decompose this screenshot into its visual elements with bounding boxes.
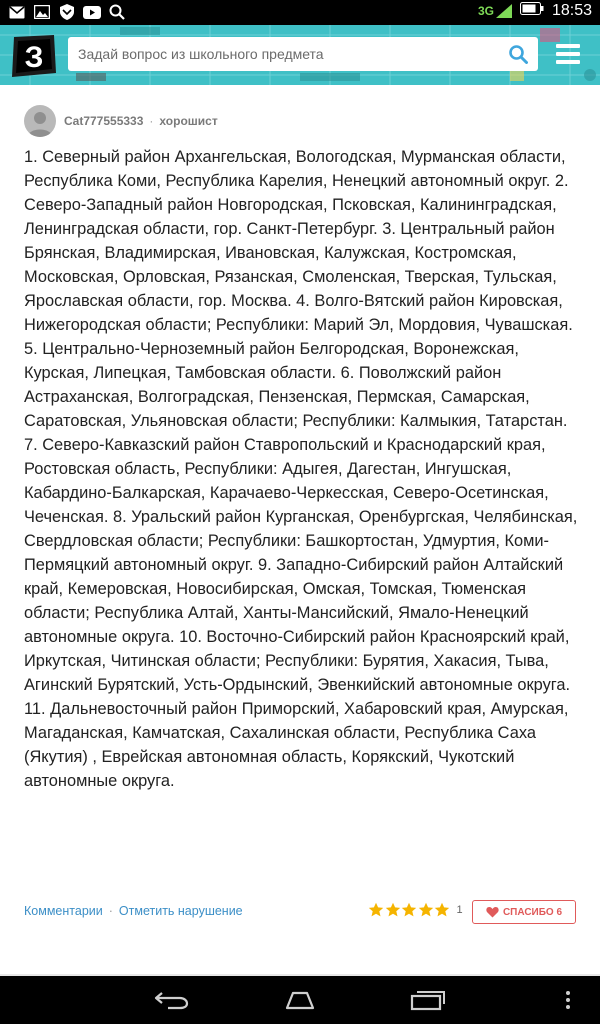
navigation-bar [0, 976, 600, 1024]
heart-icon [486, 906, 499, 918]
signal-icon [496, 4, 512, 18]
avatar[interactable] [24, 105, 56, 137]
recent-apps-button[interactable] [408, 988, 448, 1012]
links-separator: · [108, 904, 113, 918]
comments-link[interactable]: Комментарии [24, 904, 103, 918]
user-icon [24, 105, 56, 137]
clock: 18:53 [551, 2, 592, 19]
status-bar [0, 0, 600, 25]
back-icon [154, 990, 190, 1010]
youtube-icon [83, 3, 101, 21]
svg-text:З: З [24, 41, 44, 74]
thanks-label: СПАСИБО 6 [502, 906, 563, 918]
more-vert-icon [565, 990, 571, 1010]
menu-icon[interactable] [556, 43, 580, 65]
answer-actions [24, 904, 243, 918]
star-icon[interactable] [401, 902, 417, 918]
thanks-button[interactable] [472, 900, 576, 924]
recent-apps-icon [409, 989, 447, 1011]
search-box[interactable] [68, 37, 538, 71]
home-button[interactable] [280, 988, 320, 1012]
star-icon[interactable] [418, 902, 434, 918]
back-button[interactable] [152, 988, 192, 1012]
overflow-menu-button[interactable] [556, 988, 580, 1012]
app-header [0, 25, 600, 85]
network-indicator: 3G [478, 4, 512, 18]
search-input[interactable] [78, 37, 498, 71]
star-icon[interactable] [385, 902, 401, 918]
report-link[interactable]: Отметить нарушение [118, 904, 243, 918]
rating[interactable] [368, 902, 463, 918]
answer-author [24, 104, 218, 138]
search-icon [108, 3, 126, 21]
rating-count: 1 [456, 904, 463, 916]
brainly-logo[interactable] [10, 33, 58, 79]
answer-text: 1. Северный район Архангельская, Вологодская, Мурманская области, Республика Коми, Республика Карелия, Ненецкий автономный округ. 2. Северо-Западный район Новгородская, Псковская, Калининградская, Ленинградская области, гор. Санкт-Петербург. 3. Центральный район Брянская, Владимирская, Ивановская, Калужская, Костромская, Московская, Орловская, Рязанская, Смоленская, Тверская, Тульская, Ярославская области, гор. Москва. 4. Волго-Вятский район Кировская, Нижегородская области; Республики: Марий Эл, Мордовия, Чувашская. 5. Центрально-Черноземный район Белгородская, Воронежская, Курская, Липецкая, Тамбовская области. 6. Поволжский район Астраханская, Волгоградская, Пензенская, Пермская, Самарская, Саратовская, Ульяновская области; Республики: Калмыкия, Татарстан. 7. Северо-Кавказский район Ставропольский и Краснодарский края, Ростовская область, Республики: Адыгея, Дагестан, Ингушская, Кабардино-Балкарская, Карачаево-Черкесская, Северо-Осетинская, Чеченская. 8. Уральский район Курганская, Оренбургская, Челябинская, Свердловская области; Республики: Башкортостан, Удмуртия, Коми-Пермяцкий автономный округ. 9. Западно-Сибирский район Алтайский край, Кемеровская, Новосибирская, Омская, Томская, Тюменская области; Республика Алтай, Ханты-Мансийский, Ямало-Ненецкий автономные округа. 10. Восточно-Сибирский район Красноярский край, Иркутская, Читинская области; Республики: Бурятия, Хакасия, Тыва, Агинский Бурятский, Усть-Ордынский, Эвенкийский автономные округа. 11. Дальневосточный район Приморский, Хабаровский края, Амурская, Магаданская, Камчатская, Сахалинская области, Республика Саха (Якутия) , Еврейская автономная область, Корякский, Чукотский автономные округа. [24, 148, 578, 790]
star-icon[interactable] [368, 902, 384, 918]
image-icon [33, 3, 51, 21]
author-separator: · [149, 114, 154, 128]
author-rank: хорошист [159, 114, 218, 128]
search-icon[interactable] [508, 44, 528, 64]
battery-icon [520, 2, 544, 20]
home-icon [281, 990, 319, 1010]
star-icon[interactable] [434, 902, 450, 918]
mail-icon [8, 3, 26, 21]
author-name[interactable]: Cat777555333 [64, 114, 144, 128]
shield-icon [58, 3, 76, 21]
